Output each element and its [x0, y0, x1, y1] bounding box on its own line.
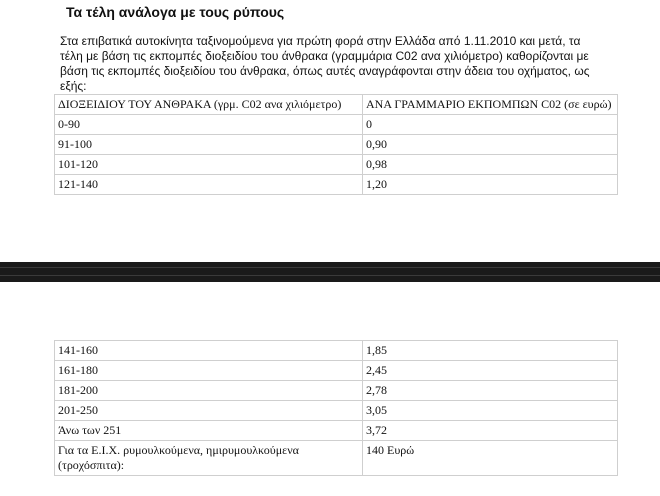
- header-co2-range: ΔΙΟΞΕΙΔΙΟΥ ΤΟΥ ΑΝΘΡΑΚΑ (γρμ. C02 ανα χιλιόμετρο): [55, 95, 363, 115]
- rate-cell: 3,72: [363, 421, 618, 441]
- range-cell: Για τα Ε.Ι.Χ. ρυμουλκούμενα, ημιρυμουλκούμενα (τροχόσπιτα):: [55, 441, 363, 476]
- rate-cell: 1,85: [363, 341, 618, 361]
- rate-cell: 0: [363, 115, 618, 135]
- rate-cell: 2,78: [363, 381, 618, 401]
- table-row: [55, 135, 618, 155]
- table-row: [55, 441, 618, 476]
- table-row: [55, 115, 618, 135]
- rate-cell: 0,98: [363, 155, 618, 175]
- table-row: [55, 341, 618, 361]
- rate-cell: 140 Ευρώ: [363, 441, 618, 476]
- range-cell: 121-140: [55, 175, 363, 195]
- emissions-table-part-2: [54, 340, 618, 476]
- range-cell: 91-100: [55, 135, 363, 155]
- table-row: [55, 155, 618, 175]
- range-cell: Άνω των 251: [55, 421, 363, 441]
- range-cell: 181-200: [55, 381, 363, 401]
- page-break-band: [0, 262, 660, 282]
- rate-cell: 2,45: [363, 361, 618, 381]
- rate-cell: 0,90: [363, 135, 618, 155]
- range-cell: 141-160: [55, 341, 363, 361]
- range-cell: 0-90: [55, 115, 363, 135]
- table-row: [55, 361, 618, 381]
- range-cell: 201-250: [55, 401, 363, 421]
- rate-cell: 1,20: [363, 175, 618, 195]
- emissions-table-part-1: [54, 94, 618, 195]
- table-row: [55, 381, 618, 401]
- intro-paragraph: Στα επιβατικά αυτοκίνητα ταξινομούμενα για πρώτη φορά στην Ελλάδα από 1.11.2010 και μετά, τα τέλη με βάση τις εκπομπές διοξειδίου του άνθρακα (γραμμάρια C02 ανα χιλιόμετρο) καθορίζονται με βάση τις εκπομπές διοξειδίου του άνθρακα, όπως αυτές αναγράφονται στην άδεια του οχήματος, ως εξής:: [60, 34, 590, 93]
- table-header-row: [55, 95, 618, 115]
- section-title: Τα τέλη ανάλογα με τους ρύπους: [66, 4, 285, 20]
- table-row: [55, 421, 618, 441]
- table-row: [55, 175, 618, 195]
- range-cell: 101-120: [55, 155, 363, 175]
- table-row: [55, 401, 618, 421]
- page-break-stripe: [0, 275, 660, 276]
- header-rate: ΑΝΑ ΓΡΑΜΜΑΡΙΟ ΕΚΠΟΜΠΩΝ C02 (σε ευρώ): [363, 95, 618, 115]
- range-cell: 161-180: [55, 361, 363, 381]
- rate-cell: 3,05: [363, 401, 618, 421]
- page-break-stripe: [0, 267, 660, 268]
